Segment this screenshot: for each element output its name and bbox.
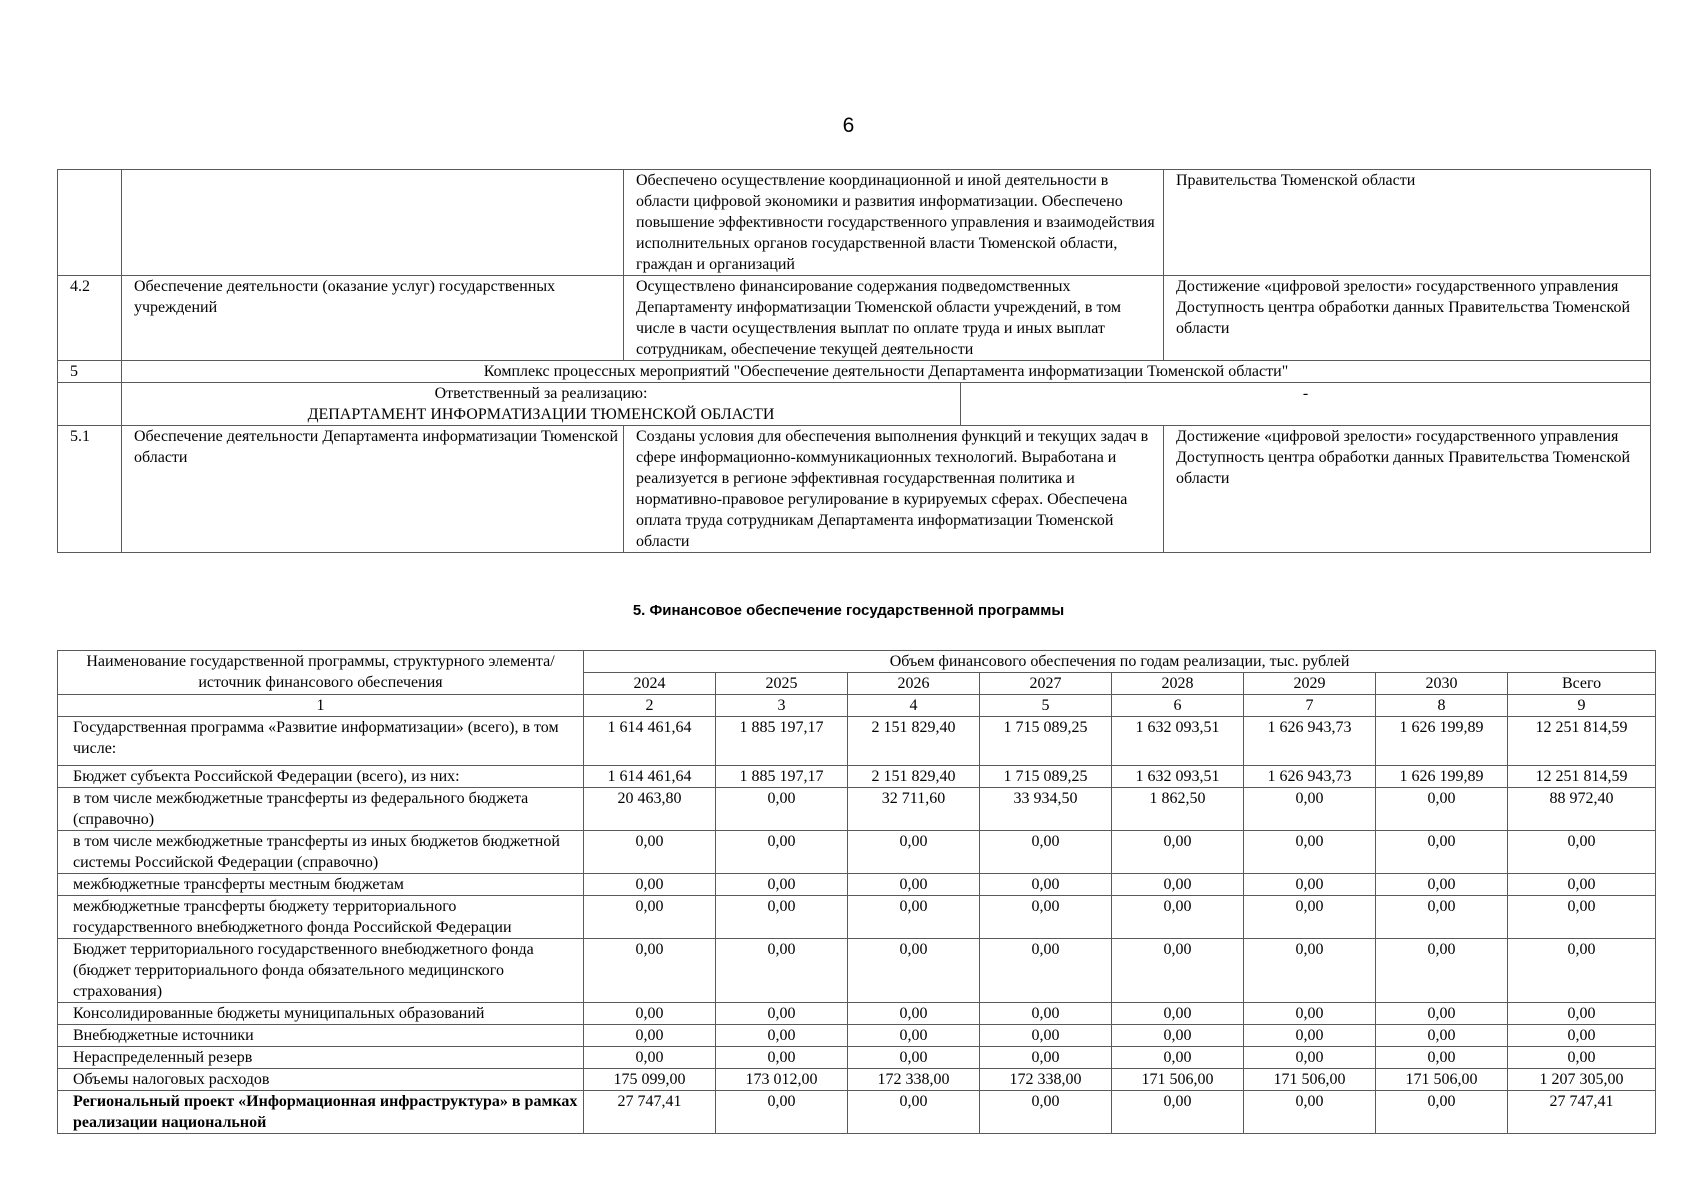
table-row <box>58 426 1651 553</box>
finance-value: 0,00 <box>584 896 716 939</box>
year-header: 2030 <box>1376 673 1508 695</box>
finance-row-name: межбюджетные трансферты бюджету территориального государственного внебюджетного фонда Российской Федерации <box>58 896 584 939</box>
finance-value: 172 338,00 <box>848 1069 980 1091</box>
finance-value: 0,00 <box>1376 831 1508 874</box>
finance-value: 20 463,80 <box>584 788 716 831</box>
finance-value: 173 012,00 <box>716 1069 848 1091</box>
finance-value: 0,00 <box>584 939 716 1003</box>
finance-value: 0,00 <box>1112 1047 1244 1069</box>
finance-value: 0,00 <box>1244 831 1376 874</box>
finance-value: 27 747,41 <box>1508 1091 1656 1134</box>
responsible-label: Ответственный за реализацию: <box>434 385 648 402</box>
table-cell <box>58 383 122 426</box>
finance-value: 0,00 <box>716 1025 848 1047</box>
finance-row-name: Объемы налоговых расходов <box>58 1069 584 1091</box>
year-header: 2027 <box>980 673 1112 695</box>
finance-value: 0,00 <box>1244 896 1376 939</box>
finance-value: 0,00 <box>1112 1025 1244 1047</box>
finance-value: 0,00 <box>1112 896 1244 939</box>
finance-value: 0,00 <box>584 1047 716 1069</box>
column-number: 7 <box>1244 695 1376 717</box>
finance-value: 0,00 <box>1112 1091 1244 1134</box>
finance-value: 171 506,00 <box>1244 1069 1376 1091</box>
finance-value: 0,00 <box>716 1091 848 1134</box>
indicator-line: Достижение «цифровой зрелости» государственного управления <box>1176 428 1619 445</box>
column-number: 8 <box>1376 695 1508 717</box>
finance-row <box>58 717 1656 766</box>
table-row <box>58 383 1651 426</box>
year-header: 2029 <box>1244 673 1376 695</box>
column-numbers-row <box>58 695 1656 717</box>
finance-value: 0,00 <box>1376 1047 1508 1069</box>
finance-value: 0,00 <box>848 1003 980 1025</box>
result-cell: Созданы условия для обеспечения выполнения функций и текущих задач в сфере информационно-коммуникационных технологий. Выработана и реализуется в регионе эффективная государственная политика и нормативно-правовое регулирование в курируемых сферах. Обеспечена оплата труда сотрудникам Департамента информатизации Тюменской области <box>624 426 1164 553</box>
finance-row-name: Бюджет субъекта Российской Федерации (всего), из них: <box>58 766 584 788</box>
row-number: 5 <box>58 361 122 383</box>
finance-value: 0,00 <box>716 1003 848 1025</box>
column-number: 9 <box>1508 695 1656 717</box>
finance-row-name: Региональный проект «Информационная инфраструктура» в рамках реализации национальной <box>58 1091 584 1134</box>
finance-value: 0,00 <box>1112 831 1244 874</box>
finance-value: 1 207 305,00 <box>1508 1069 1656 1091</box>
finance-value: 0,00 <box>848 1025 980 1047</box>
finance-row <box>58 831 1656 874</box>
year-header: 2025 <box>716 673 848 695</box>
finance-value: 12 251 814,59 <box>1508 717 1656 766</box>
finance-value: 0,00 <box>1376 788 1508 831</box>
page-number: 6 <box>842 114 855 137</box>
responsible-right-cell: - <box>961 383 1651 426</box>
finance-value: 0,00 <box>1112 939 1244 1003</box>
finance-value: 1 626 943,73 <box>1244 766 1376 788</box>
finance-value: 0,00 <box>1244 1025 1376 1047</box>
indicator-line: Доступность центра обработки данных Правительства Тюменской области <box>1176 299 1631 337</box>
finance-value: 0,00 <box>1376 896 1508 939</box>
header-volume: Объем финансового обеспечения по годам реализации, тыс. рублей <box>584 651 1656 673</box>
activities-table <box>57 169 1651 553</box>
finance-table <box>57 650 1656 1134</box>
finance-value: 88 972,40 <box>1508 788 1656 831</box>
finance-value: 1 885 197,17 <box>716 717 848 766</box>
table-cell <box>122 170 624 276</box>
finance-row <box>58 1003 1656 1025</box>
task-name: Обеспечение деятельности Департамента информатизации Тюменской области <box>122 426 624 553</box>
finance-value: 1 862,50 <box>1112 788 1244 831</box>
finance-value: 0,00 <box>848 1047 980 1069</box>
finance-value: 0,00 <box>980 1025 1112 1047</box>
finance-value: 0,00 <box>584 1025 716 1047</box>
finance-value: 0,00 <box>848 874 980 896</box>
finance-value: 0,00 <box>1508 1025 1656 1047</box>
year-header: Всего <box>1508 673 1656 695</box>
finance-value: 1 632 093,51 <box>1112 766 1244 788</box>
finance-value: 0,00 <box>716 896 848 939</box>
indicator-line: Достижение «цифровой зрелости» государственного управления <box>1176 278 1619 295</box>
finance-row <box>58 788 1656 831</box>
finance-value: 0,00 <box>1376 1003 1508 1025</box>
finance-row-name: в том числе межбюджетные трансферты из иных бюджетов бюджетной системы Российской Федерации (справочно) <box>58 831 584 874</box>
result-cell: Осуществлено финансирование содержания подведомственных Департаменту информатизации Тюменской области учреждений, в том числе в части осуществления выплат по оплате труда и иных выплат сотрудникам, обеспечение текущей деятельности <box>624 276 1164 361</box>
finance-value: 0,00 <box>1376 1025 1508 1047</box>
finance-row <box>58 1025 1656 1047</box>
year-header: 2026 <box>848 673 980 695</box>
finance-row-name: межбюджетные трансферты местным бюджетам <box>58 874 584 896</box>
finance-row <box>58 1047 1656 1069</box>
finance-row-name: Внебюджетные источники <box>58 1025 584 1047</box>
finance-value: 0,00 <box>1244 1047 1376 1069</box>
finance-value: 0,00 <box>1508 874 1656 896</box>
finance-value: 0,00 <box>716 939 848 1003</box>
finance-value: 0,00 <box>848 831 980 874</box>
finance-value: 0,00 <box>1508 1003 1656 1025</box>
finance-value: 0,00 <box>1376 874 1508 896</box>
finance-row <box>58 766 1656 788</box>
complex-title: Комплекс процессных мероприятий "Обеспечение деятельности Департамента информатизации Тюменской области" <box>122 361 1651 383</box>
column-number: 2 <box>584 695 716 717</box>
finance-value: 0,00 <box>1376 939 1508 1003</box>
finance-value: 0,00 <box>848 939 980 1003</box>
finance-value: 1 626 199,89 <box>1376 766 1508 788</box>
finance-value: 0,00 <box>716 874 848 896</box>
indicator-line: Доступность центра обработки данных Правительства Тюменской области <box>1176 449 1631 487</box>
finance-row-name: Государственная программа «Развитие информатизации» (всего), в том числе: <box>58 717 584 766</box>
responsible-value: ДЕПАРТАМЕНТ ИНФОРМАТИЗАЦИИ ТЮМЕНСКОЙ ОБЛАСТИ <box>307 406 775 423</box>
finance-value: 0,00 <box>980 1091 1112 1134</box>
finance-value: 0,00 <box>1508 1047 1656 1069</box>
finance-value: 0,00 <box>1508 939 1656 1003</box>
finance-row-name: Нераспределенный резерв <box>58 1047 584 1069</box>
result-cell: Обеспечено осуществление координационной и иной деятельности в области цифровой экономики и развития информатизации. Обеспечено повышение эффективности государственного управления и взаимодействия исполнительных органов государственной власти Тюменской области, граждан и организаций <box>624 170 1164 276</box>
finance-value: 172 338,00 <box>980 1069 1112 1091</box>
finance-value: 0,00 <box>1112 1003 1244 1025</box>
finance-value: 0,00 <box>584 1003 716 1025</box>
column-number: 6 <box>1112 695 1244 717</box>
finance-value: 0,00 <box>716 1047 848 1069</box>
indicator-cell <box>1164 426 1651 553</box>
finance-value: 0,00 <box>848 896 980 939</box>
column-number: 1 <box>58 695 584 717</box>
finance-value: 1 614 461,64 <box>584 766 716 788</box>
finance-value: 0,00 <box>1244 1091 1376 1134</box>
row-number: 5.1 <box>58 426 122 553</box>
finance-row <box>58 874 1656 896</box>
column-number: 4 <box>848 695 980 717</box>
finance-row <box>58 939 1656 1003</box>
finance-row-name: Консолидированные бюджеты муниципальных образований <box>58 1003 584 1025</box>
finance-value: 0,00 <box>716 831 848 874</box>
column-number: 3 <box>716 695 848 717</box>
finance-rows <box>58 717 1656 1134</box>
finance-value: 2 151 829,40 <box>848 717 980 766</box>
finance-value: 0,00 <box>980 939 1112 1003</box>
finance-value: 2 151 829,40 <box>848 766 980 788</box>
row-number: 4.2 <box>58 276 122 361</box>
finance-value: 1 614 461,64 <box>584 717 716 766</box>
table-row <box>58 361 1651 383</box>
finance-value: 175 099,00 <box>584 1069 716 1091</box>
finance-value: 27 747,41 <box>584 1091 716 1134</box>
indicator-cell: Правительства Тюменской области <box>1164 170 1651 276</box>
indicator-cell <box>1164 276 1651 361</box>
finance-value: 0,00 <box>584 831 716 874</box>
column-number: 5 <box>980 695 1112 717</box>
table-row <box>58 170 1651 276</box>
finance-value: 171 506,00 <box>1376 1069 1508 1091</box>
finance-row <box>58 1091 1656 1134</box>
finance-value: 0,00 <box>1244 788 1376 831</box>
finance-value: 0,00 <box>980 896 1112 939</box>
finance-value: 0,00 <box>980 831 1112 874</box>
finance-value: 0,00 <box>848 1091 980 1134</box>
finance-value: 0,00 <box>980 1047 1112 1069</box>
finance-value: 0,00 <box>1244 1003 1376 1025</box>
finance-value: 0,00 <box>1376 1091 1508 1134</box>
finance-value: 12 251 814,59 <box>1508 766 1656 788</box>
finance-value: 33 934,50 <box>980 788 1112 831</box>
finance-value: 0,00 <box>716 788 848 831</box>
year-header: 2028 <box>1112 673 1244 695</box>
year-header: 2024 <box>584 673 716 695</box>
responsible-cell <box>122 383 961 426</box>
finance-row <box>58 896 1656 939</box>
finance-value: 0,00 <box>1244 874 1376 896</box>
finance-value: 0,00 <box>1244 939 1376 1003</box>
finance-value: 32 711,60 <box>848 788 980 831</box>
finance-row-name: в том числе межбюджетные трансферты из федерального бюджета (справочно) <box>58 788 584 831</box>
section-title: 5. Финансовое обеспечение государственной программы <box>632 602 1065 619</box>
finance-value: 1 626 943,73 <box>1244 717 1376 766</box>
finance-value: 0,00 <box>1508 896 1656 939</box>
header-name: Наименование государственной программы, структурного элемента/источник финансового обеспечения <box>58 651 584 695</box>
finance-value: 0,00 <box>1112 874 1244 896</box>
table-row <box>58 276 1651 361</box>
table-cell <box>58 170 122 276</box>
header-row <box>58 651 1656 673</box>
finance-value: 0,00 <box>1508 831 1656 874</box>
finance-value: 0,00 <box>980 1003 1112 1025</box>
finance-value: 1 715 089,25 <box>980 717 1112 766</box>
finance-row <box>58 1069 1656 1091</box>
finance-value: 1 632 093,51 <box>1112 717 1244 766</box>
finance-value: 0,00 <box>980 874 1112 896</box>
finance-row-name: Бюджет территориального государственного внебюджетного фонда (бюджет территориального фонда обязательного медицинского страхования) <box>58 939 584 1003</box>
finance-value: 0,00 <box>584 874 716 896</box>
finance-value: 171 506,00 <box>1112 1069 1244 1091</box>
finance-value: 1 626 199,89 <box>1376 717 1508 766</box>
finance-value: 1 715 089,25 <box>980 766 1112 788</box>
task-name: Обеспечение деятельности (оказание услуг) государственных учреждений <box>122 276 624 361</box>
finance-value: 1 885 197,17 <box>716 766 848 788</box>
